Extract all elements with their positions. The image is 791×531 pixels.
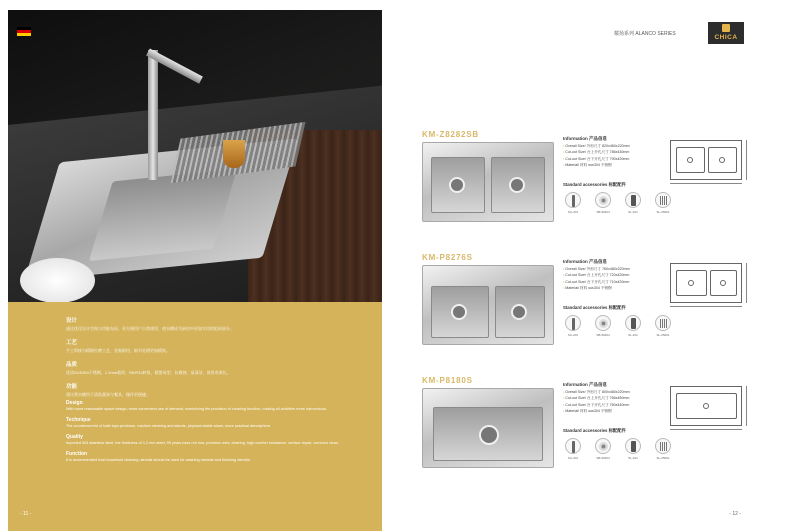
- accessory-label: SL-101: [628, 210, 638, 214]
- drawing-drain-right: [719, 157, 725, 163]
- accessory-label: SC-201: [567, 456, 579, 460]
- strainer-icon: [595, 315, 611, 331]
- dimension-line: [670, 306, 742, 307]
- logo-mark-icon: [722, 24, 730, 32]
- series-label: 耀扬系列 ALANCO SERIES: [614, 31, 676, 37]
- left-page: [8, 10, 382, 531]
- dimension-line-vertical: [746, 140, 747, 180]
- accessory-label: SB-50404: [596, 333, 610, 337]
- drawing-drain-left: [687, 157, 693, 163]
- accessories-title: Standard accessories 标配配件: [563, 428, 626, 433]
- spec-cutout-top: • Cut-out Size/ 台上开孔尺寸 766x450mm: [563, 396, 673, 401]
- en-title-function: Function: [66, 451, 88, 457]
- en-text-technique: The countercurrent of bath tops provision, medium cleaning and stands, physical stable stone, more practical atmosphere.: [66, 424, 272, 428]
- accessory: [593, 192, 613, 214]
- hose-icon: [565, 438, 581, 454]
- accessory: [653, 192, 673, 214]
- page-number-right: - 12 -: [729, 511, 741, 517]
- accessory: [563, 438, 583, 460]
- product-specs: [563, 259, 673, 337]
- drawing-drain-right: [720, 280, 726, 286]
- en-text-design: With more reasonable space design, more convenient use of demand, maximizing the provision of cleaning function, making all activities more harmonious.: [66, 407, 327, 411]
- product-card-3: [400, 376, 785, 486]
- technical-drawing: [670, 140, 742, 180]
- dimension-line-vertical: [746, 386, 747, 426]
- accessories-row: [563, 438, 673, 460]
- accessories-title: Standard accessories 标配配件: [563, 182, 626, 187]
- accessory: [593, 438, 613, 460]
- bottle-icon: [625, 315, 641, 331]
- logo-text: CHICA: [714, 34, 738, 41]
- hose-icon: [565, 315, 581, 331]
- accessory-label: SB-50404: [596, 210, 610, 214]
- accessory: [653, 438, 673, 460]
- bottle-icon: [625, 192, 641, 208]
- accessory-label: SB-50404: [596, 456, 610, 460]
- accessory: [563, 315, 583, 337]
- drawing-drain-left: [688, 280, 694, 286]
- en-description: [66, 400, 366, 463]
- bottle-icon: [625, 438, 641, 454]
- product-photo: [422, 265, 554, 345]
- strainer-icon: [595, 192, 611, 208]
- accessory: [623, 315, 643, 337]
- brand-logo: [708, 22, 744, 44]
- spec-cutout-under: • Cut-out Size/ 台下开孔尺寸 790x420mm: [563, 157, 673, 162]
- drain-hole-right: [511, 304, 527, 320]
- technical-drawing: [670, 263, 742, 303]
- tea-glass: [223, 140, 245, 168]
- info-title: Information 产品信息: [563, 259, 607, 264]
- cn-title-technique: 工艺: [66, 340, 78, 346]
- accessory: [623, 438, 643, 460]
- product-card-2: [400, 253, 785, 363]
- accessory-label: SC-201: [567, 333, 579, 337]
- info-panel: [8, 302, 382, 531]
- drain-hole-left: [449, 177, 465, 193]
- spec-cutout-under: • Cut-out Size/ 台下开孔尺寸 760x440mm: [563, 403, 673, 408]
- en-text-quality: Imported 304 stainless steel, the thickness of 1.2 mm steel, 90 years rises not rust, precision sets, clearing, high comfort resistance, surface repair, common clean.: [66, 441, 340, 445]
- model-name: KM-Z8282SB: [422, 130, 479, 139]
- product-specs: [563, 382, 673, 460]
- product-specs: [563, 136, 673, 214]
- flag-stripe-gold: [17, 33, 31, 36]
- spec-cutout-under: • Cut-out Size/ 台下开孔尺寸 710x420mm: [563, 280, 673, 285]
- drain-hole-left: [451, 304, 467, 320]
- drain-hole-right: [509, 177, 525, 193]
- spec-cutout-top: • Cut-out Size/ 台上开孔尺寸 786x430mm: [563, 150, 673, 155]
- accessory: [623, 192, 643, 214]
- plate-with-cutlery: [20, 258, 95, 302]
- en-title-quality: Quality: [66, 434, 83, 440]
- info-title: Information 产品信息: [563, 136, 607, 141]
- page-number-left: - 11 -: [20, 511, 32, 517]
- model-name: KM-P8276S: [422, 253, 473, 262]
- dimension-line-vertical: [746, 263, 747, 303]
- accessory-label: SL-101: [628, 456, 638, 460]
- german-flag-icon: [17, 27, 31, 36]
- accessories-title: Standard accessories 标配配件: [563, 305, 626, 310]
- rack-icon: [655, 438, 671, 454]
- cn-text-design: 通过优化设计空间与功能布局，更方便用户日常使用，使水槽成为厨房中更加实用的组成部分。: [66, 326, 234, 331]
- faucet: [148, 50, 158, 180]
- product-photo: [422, 142, 554, 222]
- spec-overall: • Overall Size/ 外形尺寸 760x480x220mm: [563, 267, 673, 272]
- drain-hole: [479, 425, 499, 445]
- spec-overall: • Overall Size/ 外形尺寸 800x480x220mm: [563, 390, 673, 395]
- cn-text-function: 建议将水槽用于清洗蔬果与餐具，操作更便捷。: [66, 392, 150, 397]
- accessory-label: SC-201: [567, 210, 579, 214]
- accessories-row: [563, 192, 673, 214]
- drawing-drain: [703, 403, 709, 409]
- accessory-label: SL-25001: [656, 456, 670, 460]
- en-title-design: Design: [66, 400, 83, 406]
- hose-icon: [565, 192, 581, 208]
- product-card-1: [400, 130, 785, 240]
- accessory: [563, 192, 583, 214]
- accessory-label: SL-101: [628, 333, 638, 337]
- accessory: [593, 315, 613, 337]
- dimension-line: [670, 183, 742, 184]
- cn-title-quality: 品质: [66, 362, 78, 368]
- accessory-label: SL-25001: [656, 210, 670, 214]
- product-photo: [422, 388, 554, 468]
- rack-icon: [655, 192, 671, 208]
- technical-drawing: [670, 386, 742, 426]
- spec-cutout-top: • Cut-out Size/ 台上开孔尺寸 720x420mm: [563, 273, 673, 278]
- accessory: [653, 315, 673, 337]
- cn-title-design: 设计: [66, 318, 78, 324]
- spec-material: • Material/ 材料 sus304 不锈钢: [563, 409, 673, 414]
- strainer-icon: [595, 438, 611, 454]
- spec-material: • Material/ 材料 sus304 不锈钢: [563, 163, 673, 168]
- right-page: [400, 10, 785, 531]
- accessory-label: SL-25001: [656, 333, 670, 337]
- dimension-line: [670, 429, 742, 430]
- cn-text-technique: 手工焊接与精细打磨工艺，美观耐用，细节处理更加精致。: [66, 348, 170, 353]
- kitchen-sink-photo: [8, 10, 382, 302]
- cn-title-function: 功能: [66, 384, 78, 390]
- spec-overall: • Overall Size/ 外形尺寸 820x460x220mm: [563, 144, 673, 149]
- accessories-row: [563, 315, 673, 337]
- model-name: KM-P8180S: [422, 376, 473, 385]
- en-title-technique: Technique: [66, 417, 91, 423]
- cn-description: [66, 316, 366, 398]
- cn-text-quality: 优质SUS304不锈钢，1.2mm板厚，R0/R10转角，精密成型，抗腐蚀，易清洁，使用寿命长。: [66, 370, 231, 375]
- en-text-function: It is recommended that household cleaning utensils should be used for washing utensils and finishing utensils.: [66, 458, 251, 462]
- spec-material: • Material/ 材料 sus304 不锈钢: [563, 286, 673, 291]
- rack-icon: [655, 315, 671, 331]
- info-title: Information 产品信息: [563, 382, 607, 387]
